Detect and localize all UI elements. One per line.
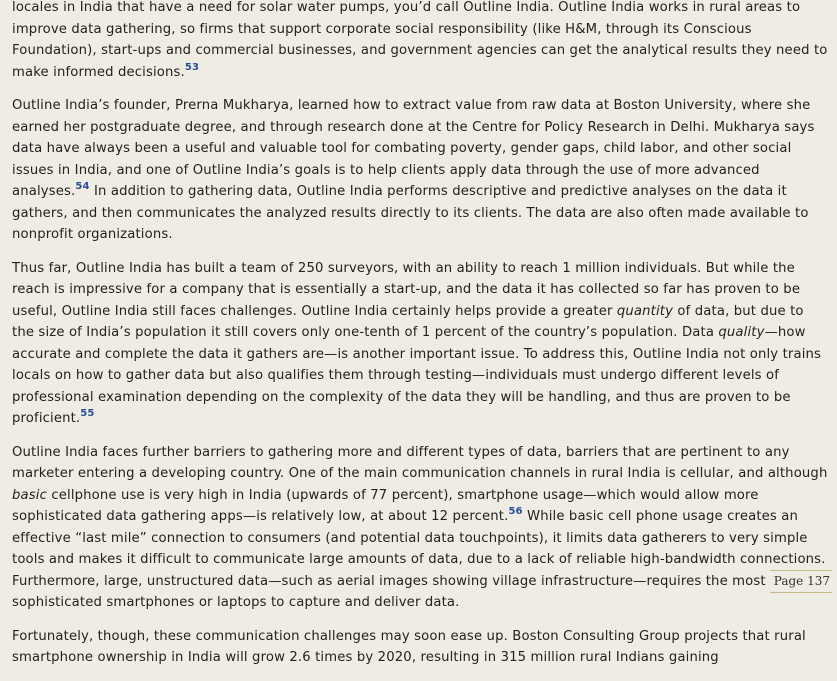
footnote-ref-55[interactable]: 55 xyxy=(80,408,95,419)
paragraph-4 xyxy=(12,442,830,614)
paragraph-5 xyxy=(12,626,830,669)
text-run: In addition to gathering data, Outline India performs descriptive and predictive analyses on the data it gathers, and then communicates the analyzed results directly to its clients. The data are also often made available to nonprofit organizations. xyxy=(12,184,809,242)
text-run: Thus far, Outline India has built a team of 250 surveyors, with an ability to reach 1 million individuals. But while the reach is impressive for a company that is essentially a start-up, and the data it has collected so far has proven to be useful, Outline India still faces challenges. Outline India certainly helps provide a greater xyxy=(12,260,801,319)
paragraph-3 xyxy=(12,258,830,430)
emphasis-quantity: quantity xyxy=(616,303,674,319)
page-number-marker: Page 137 xyxy=(770,570,832,593)
text-run: Outline India faces further barriers to gathering more and different types of data, barriers that are pertinent to any marketer entering a developing country. One of the main communication channels in rural India is cellular, and although xyxy=(12,444,828,481)
footnote-ref-56[interactable]: 56 xyxy=(508,506,523,517)
footnote-ref-54[interactable]: 54 xyxy=(75,181,90,192)
document-body xyxy=(12,0,830,681)
text-run: While basic cell phone usage creates an effective “last mile” connection to consumers (and potential data touchpoints), it limits data gatherers to very simple tools and makes it difficult to communicate large amounts of data, due to a lack of reliable high-bandwidth connections. Furthermore, large, unstructured data—such as aerial images showing village infrastructure—requires the most sophisticated smartphones or laptops to capture and deliver data. xyxy=(12,509,826,610)
footnote-ref-53[interactable]: 53 xyxy=(184,61,200,73)
text-run: —how accurate and complete the data it gathers are—is another important issue. To address this, Outline India not only trains locals on how to gather data but also qualifies them through testing—individuals must undergo different levels of professional examination depending on the complexity of the data they will be handling, and thus are proven to be proficient. xyxy=(12,325,822,426)
emphasis-quality: quality xyxy=(718,325,765,340)
paragraph-1 xyxy=(12,0,830,83)
text-run: Fortunately, though, these communication challenges may soon ease up. Boston Consulting Group projects that rural smartphone ownership in India will grow 2.6 times by 2020, resulting in 315 million rural Indians gaining xyxy=(12,628,806,665)
paragraph-2 xyxy=(12,95,830,246)
emphasis-basic: basic xyxy=(12,487,47,503)
text-run: of data, but due to the size of India’s population it still covers only one-tenth of 1 percent of the country’s population. Data xyxy=(12,303,804,340)
text-run: Outline India’s founder, Prerna Mukharya, learned how to extract value from raw data at Boston University, where she earned her postgraduate degree, and through research done at the Centre for Policy Research in Delhi. Mukharya says data have always been a useful and valuable tool for combating poverty, gender gaps, child labor, and other social issues in India, and one of Outline India’s goals is to help clients apply data through the use of more advanced analyses. xyxy=(12,98,815,199)
text-run: cellphone use is very high in India (upwards of 77 percent), smartphone usage—which would allow more sophisticated data gathering apps—is relatively low, at about 12 percent. xyxy=(12,487,759,524)
text-run: locales in India that have a need for solar water pumps, you’d call Outline India. Outline India works in rural areas to improve data gathering, so firms that support corporate social responsibility (like H&M, through its Conscious Foundation), start-ups and commercial businesses, and government agencies can get the analytical results they need to make informed decisions. xyxy=(12,0,828,80)
